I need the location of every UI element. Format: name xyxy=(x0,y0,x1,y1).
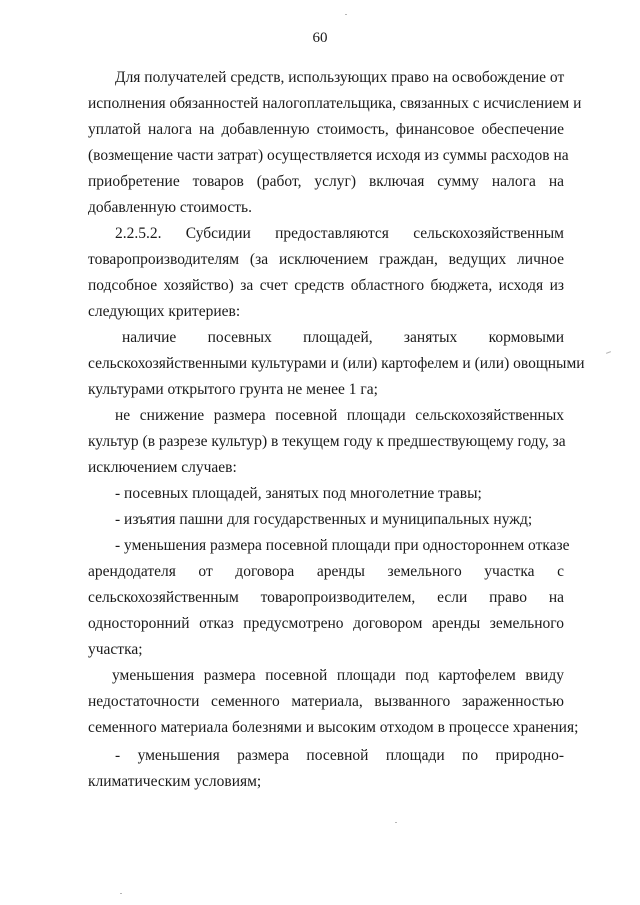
text-line: 2.2.5.2. Субсидии предоставляются сельскохозяйственным xyxy=(115,225,564,242)
text-line: товаропроизводителям (за исключением граждан, ведущих личное xyxy=(88,251,564,268)
text-line: участка; xyxy=(88,641,143,658)
text-line: сельскохозяйственным товаропроизводителем, если право на xyxy=(88,589,564,606)
scan-speck xyxy=(120,893,122,894)
text-line: наличие посевных площадей, занятых кормовыми xyxy=(122,329,564,346)
text-line: культур (в разрезе культур) в текущем году к предшествующему году, за xyxy=(88,433,566,450)
text-line: - уменьшения размера посевной площади при одностороннем отказе xyxy=(115,537,570,554)
text-line: Для получателей средств, использующих право на освобождение от xyxy=(115,69,565,86)
text-line: подсобное хозяйство) за счет средств областного бюджета, исходя из xyxy=(88,277,564,294)
text-line: сельскохозяйственными культурами и (или) картофелем и (или) овощными xyxy=(88,355,585,372)
text-line: не снижение размера посевной площади сельскохозяйственных xyxy=(115,407,564,424)
text-line: - изъятия пашни для государственных и муниципальных нужд; xyxy=(115,511,533,528)
text-line: исполнения обязанностей налогоплательщика, связанных с исчислением и xyxy=(88,95,582,112)
text-line: - посевных площадей, занятых под многолетние травы; xyxy=(115,485,482,502)
page-number: 60 xyxy=(312,30,328,46)
text-line: арендодателя от договора аренды земельного участка с xyxy=(88,563,564,580)
text-line: семенного материала болезнями и высоким отходом в процессе хранения; xyxy=(88,719,579,736)
text-line: уплатой налога на добавленную стоимость, финансовое обеспечение xyxy=(88,121,564,138)
text-line: приобретение товаров (работ, услуг) включая сумму налога на xyxy=(88,173,564,190)
text-line: культурами открытого грунта не менее 1 га; xyxy=(88,381,378,398)
text-line: односторонний отказ предусмотрено договором аренды земельного xyxy=(88,615,564,632)
scan-speck xyxy=(395,822,397,823)
text-line: - уменьшения размера посевной площади по природно- xyxy=(115,747,564,764)
text-line: добавленную стоимость. xyxy=(88,199,252,216)
text-line: (возмещение части затрат) осуществляется исходя из суммы расходов на xyxy=(88,147,569,164)
text-line: недостаточности семенного материала, вызванного зараженностью xyxy=(88,693,564,710)
text-line: климатическим условиям; xyxy=(88,773,262,790)
text-line: исключением случаев: xyxy=(88,459,237,476)
scan-speck xyxy=(606,351,611,354)
text-line: следующих критериев: xyxy=(88,303,241,320)
scan-speck xyxy=(345,14,347,15)
text-line: уменьшения размера посевной площади под картофелем ввиду xyxy=(112,667,564,684)
